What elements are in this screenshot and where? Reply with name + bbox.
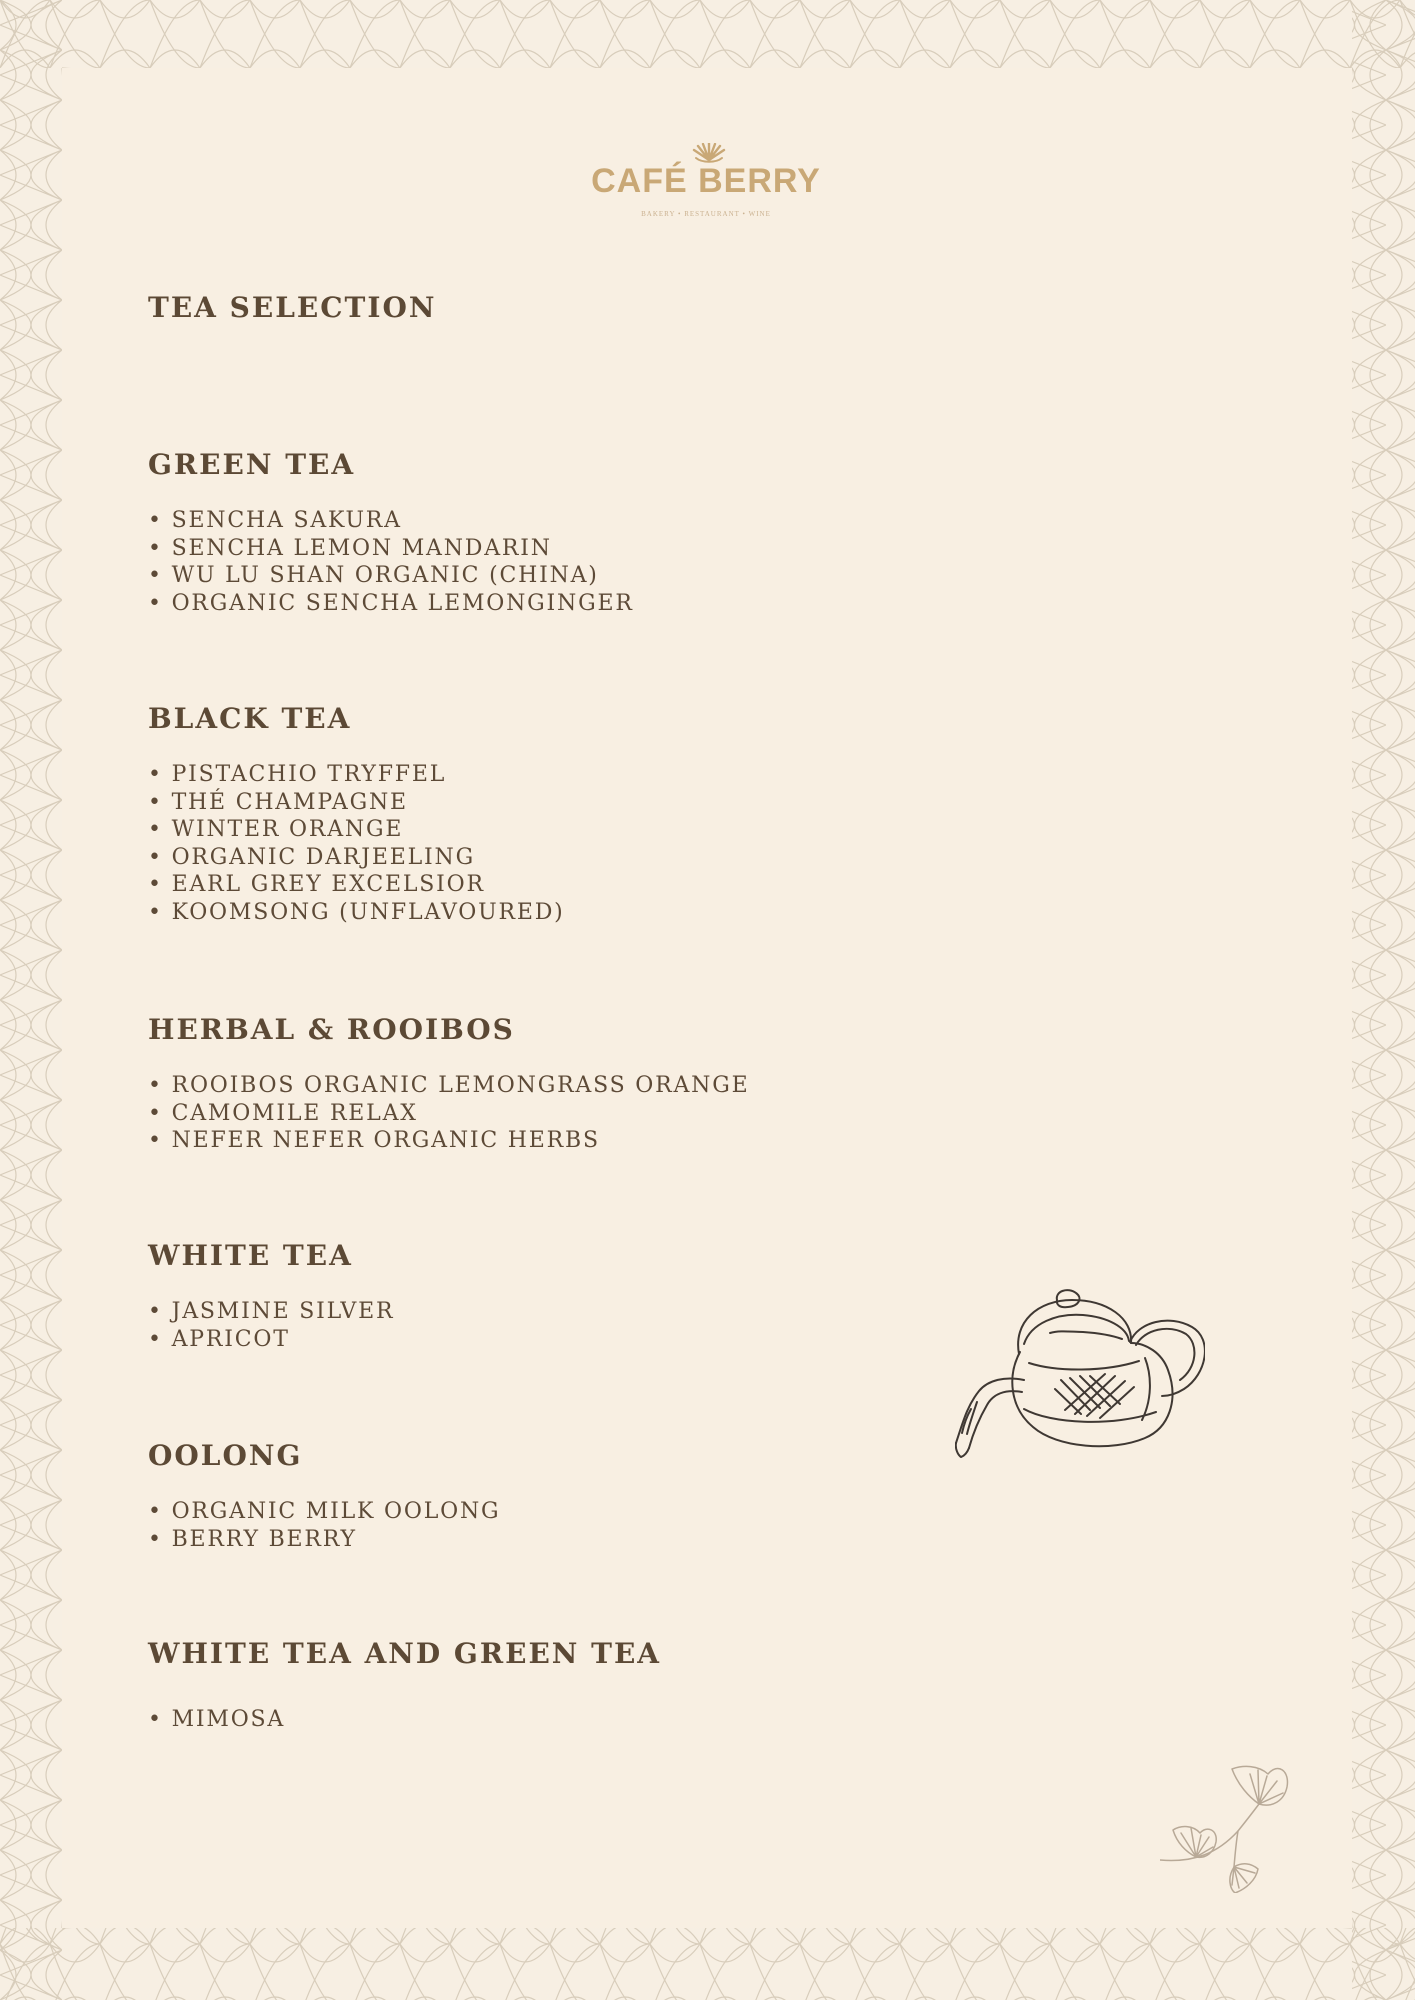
list-item [148, 1072, 968, 1100]
item-name: NEFER NEFER ORGANIC HERBS [171, 1128, 600, 1153]
list-item [148, 789, 968, 817]
bullet: • [148, 817, 172, 842]
bullet: • [148, 563, 172, 588]
bullet: • [148, 1128, 172, 1153]
list-item [148, 899, 968, 927]
item-name: SENCHA SAKURA [171, 508, 402, 533]
logo-tagline: BAKERY • RESTAURANT • WINE [641, 210, 771, 218]
item-list-green-tea [148, 507, 968, 617]
section-title-oolong: OOLONG [148, 1439, 303, 1472]
item-name: ORGANIC MILK OOLONG [171, 1499, 501, 1524]
bullet: • [148, 535, 172, 561]
bullet: • [148, 508, 172, 533]
item-name: THÉ CHAMPAGNE [171, 789, 408, 815]
bullet: • [148, 872, 172, 897]
bullet: • [148, 1299, 172, 1324]
item-list-white-and-green-tea [148, 1706, 968, 1734]
section-title-black-tea: BLACK TEA [148, 702, 352, 735]
item-name: JASMINE SILVER [171, 1299, 395, 1324]
list-item [148, 1526, 968, 1554]
list-item [148, 1127, 968, 1155]
list-item [148, 761, 968, 789]
item-name: PISTACHIO TRYFFEL [171, 762, 447, 787]
menu-title: TEA SELECTION [148, 291, 437, 324]
list-item [148, 844, 968, 872]
menu-section-green-tea [148, 449, 968, 617]
menu-section-white-and-green-tea [148, 1638, 968, 1734]
section-title-white-tea: WHITE TEA [148, 1239, 353, 1272]
bullet: • [148, 899, 172, 925]
item-name: ROOIBOS ORGANIC LEMONGRASS ORANGE [171, 1073, 750, 1098]
list-item [148, 1326, 968, 1354]
item-list-herbal-rooibos [148, 1072, 968, 1155]
list-item [148, 562, 968, 590]
list-item [148, 1100, 968, 1128]
list-item [148, 590, 968, 618]
item-list-black-tea [148, 761, 968, 926]
item-name: KOOMSONG (UNFLAVOURED) [171, 899, 565, 925]
teapot-illustration [955, 1288, 1205, 1460]
bullet: • [148, 1707, 172, 1732]
ginkgo-leaves-illustration [1160, 1765, 1290, 1893]
bullet: • [148, 1499, 172, 1524]
list-item [148, 1706, 968, 1734]
item-name: CAMOMILE RELAX [171, 1100, 418, 1126]
list-item [148, 1298, 968, 1326]
item-name: MIMOSA [171, 1707, 286, 1732]
item-name: APRICOT [171, 1326, 290, 1352]
menu-section-oolong [148, 1440, 968, 1553]
bullet: • [148, 1326, 172, 1352]
section-title-green-tea: GREEN TEA [148, 448, 356, 481]
bullet: • [148, 1100, 172, 1126]
cafe-berry-logo [578, 143, 834, 223]
bullet: • [148, 789, 172, 815]
section-title-herbal-rooibos: HERBAL & ROOIBOS [148, 1013, 515, 1046]
item-name: ORGANIC SENCHA LEMONGINGER [171, 590, 634, 616]
item-name: ORGANIC DARJEELING [171, 844, 475, 870]
shell-fan-icon [692, 143, 726, 163]
list-item [148, 871, 968, 899]
logo-wordmark: CAFÉ BERRY [591, 162, 821, 200]
menu-section-white-tea [148, 1240, 968, 1353]
bullet: • [148, 844, 172, 870]
bullet: • [148, 1073, 172, 1098]
bullet: • [148, 762, 172, 787]
menu-section-herbal-rooibos [148, 1014, 968, 1155]
item-name: WINTER ORANGE [171, 817, 404, 842]
bullet: • [148, 1526, 172, 1552]
item-list-white-tea [148, 1298, 968, 1353]
bullet: • [148, 590, 172, 616]
section-title-white-and-green-tea: WHITE TEA AND GREEN TEA [148, 1637, 662, 1670]
menu-section-black-tea [148, 703, 968, 926]
list-item [148, 535, 968, 563]
item-list-oolong [148, 1498, 968, 1553]
list-item [148, 1498, 968, 1526]
list-item [148, 507, 968, 535]
item-name: BERRY BERRY [171, 1526, 357, 1552]
item-name: EARL GREY EXCELSIOR [171, 872, 485, 897]
list-item [148, 816, 968, 844]
item-name: SENCHA LEMON MANDARIN [171, 535, 552, 561]
item-name: WU LU SHAN ORGANIC (CHINA) [171, 563, 599, 588]
